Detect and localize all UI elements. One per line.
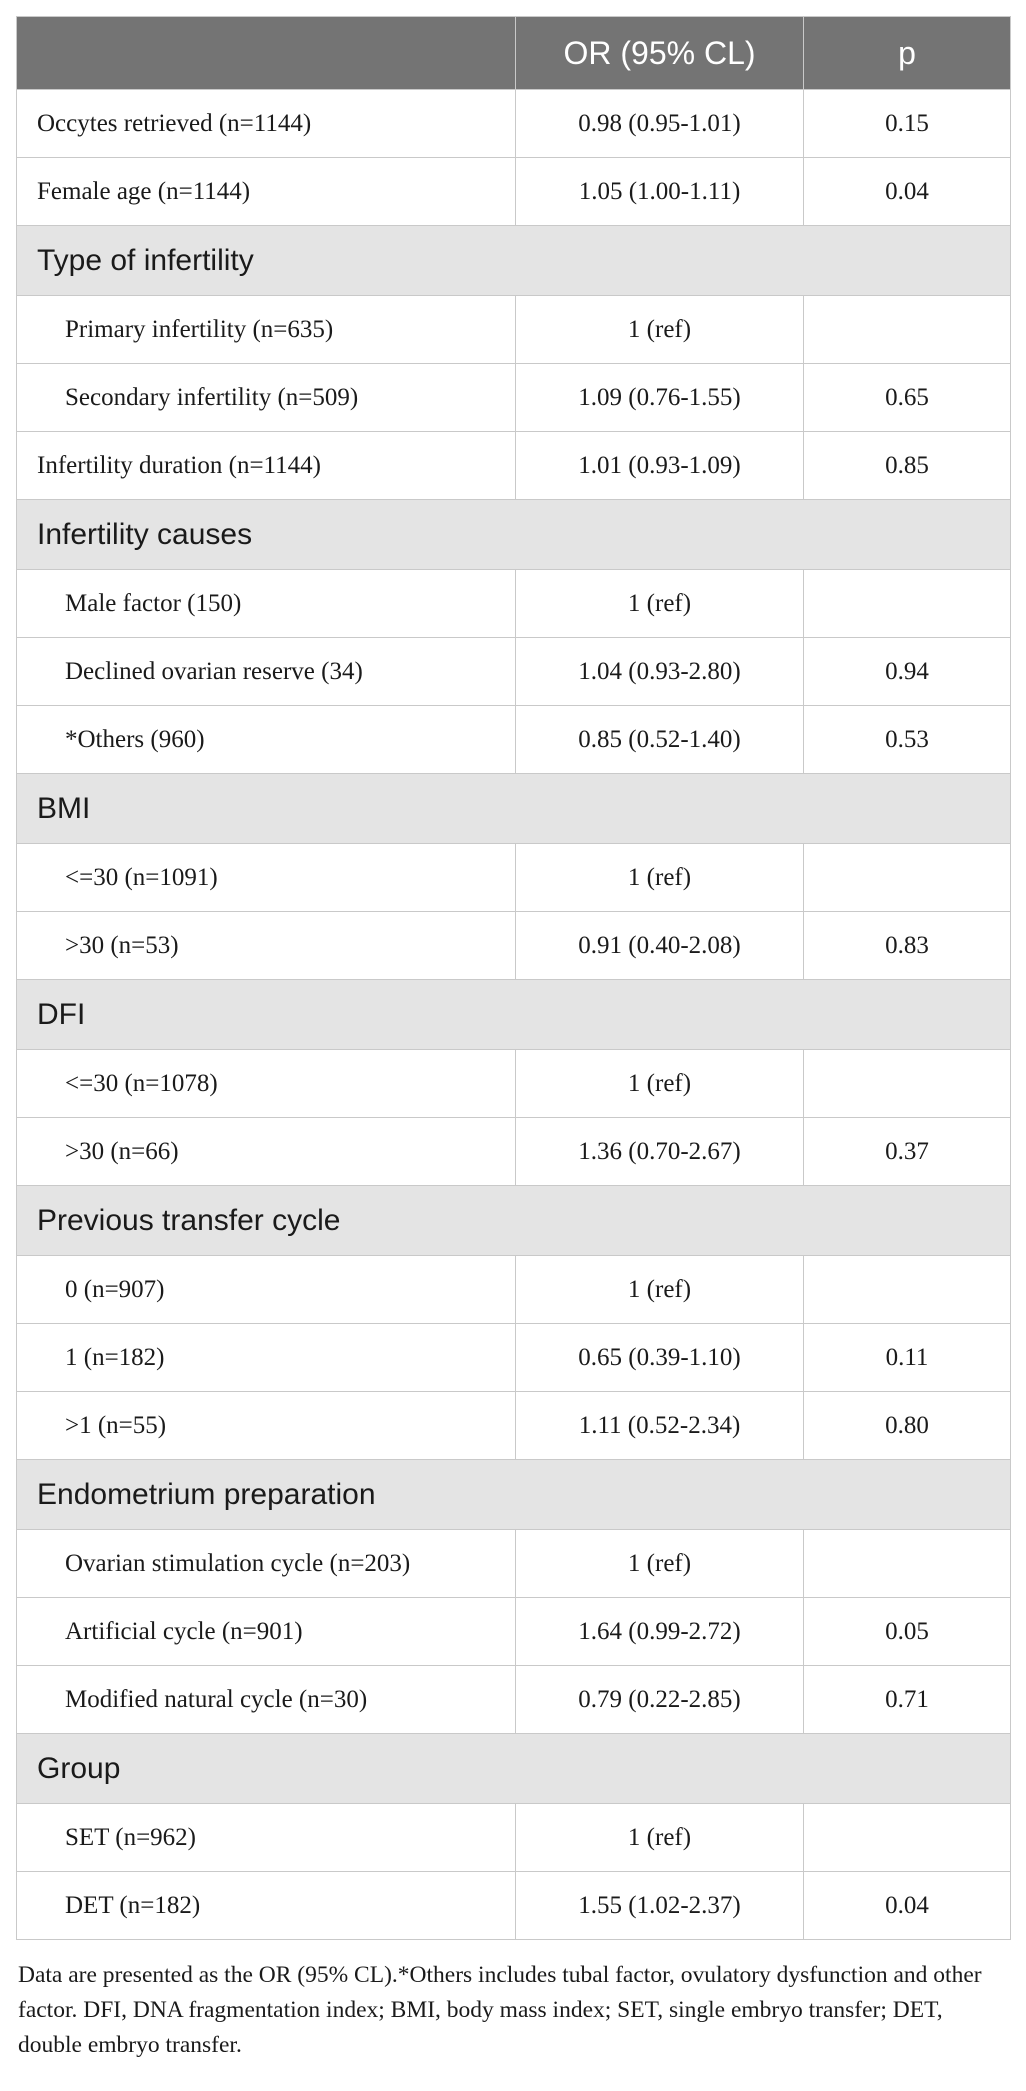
- row-label: <=30 (n=1078): [17, 1050, 516, 1118]
- row-label: Female age (n=1144): [17, 158, 516, 226]
- row-p-value: 0.65: [804, 364, 1011, 432]
- table-row: [17, 296, 1011, 364]
- section-label: BMI: [17, 774, 1011, 844]
- row-p-value: [804, 844, 1011, 912]
- document: [16, 16, 1010, 2063]
- row-or-value: 1 (ref): [516, 1050, 804, 1118]
- row-or-value: 1.64 (0.99-2.72): [516, 1598, 804, 1666]
- row-p-value: 0.83: [804, 912, 1011, 980]
- row-or-value: 1 (ref): [516, 1804, 804, 1872]
- table-section-row: [17, 500, 1011, 570]
- row-p-value: [804, 1530, 1011, 1598]
- row-or-value: 1.05 (1.00-1.11): [516, 158, 804, 226]
- row-p-value: [804, 1256, 1011, 1324]
- row-p-value: [804, 1050, 1011, 1118]
- row-or-value: 1.55 (1.02-2.37): [516, 1872, 804, 1940]
- row-label: >30 (n=53): [17, 912, 516, 980]
- row-label: Ovarian stimulation cycle (n=203): [17, 1530, 516, 1598]
- row-or-value: 0.65 (0.39-1.10): [516, 1324, 804, 1392]
- row-or-value: 1.01 (0.93-1.09): [516, 432, 804, 500]
- table-section-row: [17, 980, 1011, 1050]
- table-row: [17, 844, 1011, 912]
- row-label: Artificial cycle (n=901): [17, 1598, 516, 1666]
- row-p-value: 0.80: [804, 1392, 1011, 1460]
- table-row: [17, 1050, 1011, 1118]
- row-p-value: [804, 296, 1011, 364]
- odds-ratio-table: [16, 16, 1011, 1940]
- row-or-value: 1 (ref): [516, 1530, 804, 1598]
- table-section-row: [17, 1734, 1011, 1804]
- header-p: p: [804, 17, 1011, 90]
- table-row: [17, 1118, 1011, 1186]
- table-row: [17, 638, 1011, 706]
- row-label: Male factor (150): [17, 570, 516, 638]
- table-row: [17, 1872, 1011, 1940]
- row-p-value: [804, 1804, 1011, 1872]
- table-row: [17, 1598, 1011, 1666]
- table-row: [17, 1804, 1011, 1872]
- row-or-value: 1.04 (0.93-2.80): [516, 638, 804, 706]
- row-p-value: 0.05: [804, 1598, 1011, 1666]
- row-or-value: 1.09 (0.76-1.55): [516, 364, 804, 432]
- row-label: 0 (n=907): [17, 1256, 516, 1324]
- row-p-value: 0.04: [804, 1872, 1011, 1940]
- table-row: [17, 1392, 1011, 1460]
- table-section-row: [17, 774, 1011, 844]
- table-section-row: [17, 226, 1011, 296]
- row-label: Declined ovarian reserve (34): [17, 638, 516, 706]
- row-label: >1 (n=55): [17, 1392, 516, 1460]
- table-row: [17, 706, 1011, 774]
- row-label: Modified natural cycle (n=30): [17, 1666, 516, 1734]
- row-p-value: 0.85: [804, 432, 1011, 500]
- table-body: [17, 90, 1011, 1940]
- row-or-value: 0.85 (0.52-1.40): [516, 706, 804, 774]
- row-or-value: 1.36 (0.70-2.67): [516, 1118, 804, 1186]
- row-label: SET (n=962): [17, 1804, 516, 1872]
- row-p-value: 0.37: [804, 1118, 1011, 1186]
- row-p-value: 0.11: [804, 1324, 1011, 1392]
- row-label: >30 (n=66): [17, 1118, 516, 1186]
- row-p-value: 0.04: [804, 158, 1011, 226]
- row-or-value: 1 (ref): [516, 296, 804, 364]
- section-label: Type of infertility: [17, 226, 1011, 296]
- section-label: Previous transfer cycle: [17, 1186, 1011, 1256]
- section-label: Infertility causes: [17, 500, 1011, 570]
- section-label: Endometrium preparation: [17, 1460, 1011, 1530]
- table-header-row: [17, 17, 1011, 90]
- row-label: Secondary infertility (n=509): [17, 364, 516, 432]
- table-row: [17, 364, 1011, 432]
- row-label: Infertility duration (n=1144): [17, 432, 516, 500]
- row-p-value: 0.71: [804, 1666, 1011, 1734]
- row-p-value: 0.15: [804, 90, 1011, 158]
- row-or-value: 1 (ref): [516, 844, 804, 912]
- row-label: Primary infertility (n=635): [17, 296, 516, 364]
- table-section-row: [17, 1460, 1011, 1530]
- row-p-value: [804, 570, 1011, 638]
- header-variable: [17, 17, 516, 90]
- row-p-value: 0.94: [804, 638, 1011, 706]
- table-footnote: Data are presented as the OR (95% CL).*Others includes tubal factor, ovulatory dysfunction and other factor. DFI, DNA fragmentation index; BMI, body mass index; SET, single embryo transfer; DET, double embryo transfer.: [18, 1962, 982, 2058]
- row-p-value: 0.53: [804, 706, 1011, 774]
- table-row: [17, 1256, 1011, 1324]
- table-section-row: [17, 1186, 1011, 1256]
- table-row: [17, 1530, 1011, 1598]
- header-or: OR (95% CL): [516, 17, 804, 90]
- row-label: 1 (n=182): [17, 1324, 516, 1392]
- row-label: *Others (960): [17, 706, 516, 774]
- table-row: [17, 1666, 1011, 1734]
- table-row: [17, 90, 1011, 158]
- section-label: Group: [17, 1734, 1011, 1804]
- row-or-value: 0.79 (0.22-2.85): [516, 1666, 804, 1734]
- row-label: DET (n=182): [17, 1872, 516, 1940]
- row-or-value: 1.11 (0.52-2.34): [516, 1392, 804, 1460]
- row-or-value: 0.91 (0.40-2.08): [516, 912, 804, 980]
- table-row: [17, 570, 1011, 638]
- row-label: Occytes retrieved (n=1144): [17, 90, 516, 158]
- row-label: <=30 (n=1091): [17, 844, 516, 912]
- row-or-value: 1 (ref): [516, 1256, 804, 1324]
- row-or-value: 0.98 (0.95-1.01): [516, 90, 804, 158]
- section-label: DFI: [17, 980, 1011, 1050]
- table-row: [17, 912, 1011, 980]
- table-row: [17, 158, 1011, 226]
- table-row: [17, 432, 1011, 500]
- row-or-value: 1 (ref): [516, 570, 804, 638]
- table-row: [17, 1324, 1011, 1392]
